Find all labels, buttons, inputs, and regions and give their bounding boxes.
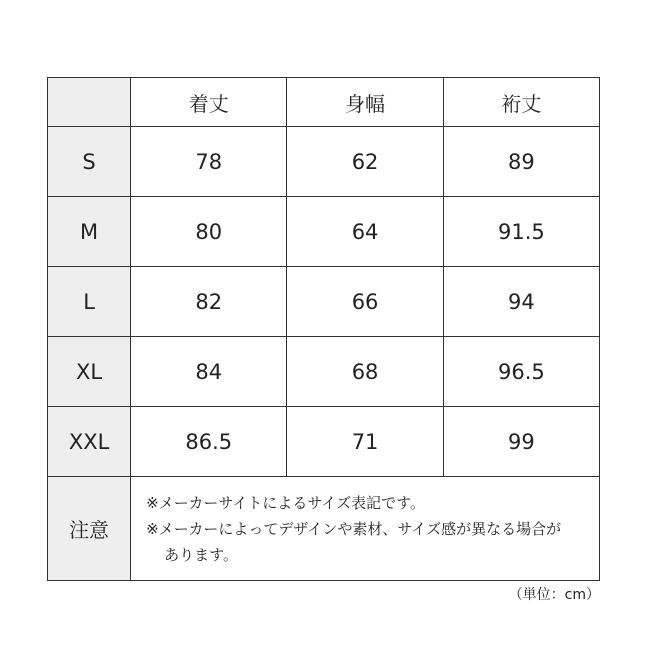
header-row bbox=[48, 78, 600, 127]
sleeve-value: 89 bbox=[443, 127, 599, 197]
header-sleeve: 裄丈 bbox=[443, 78, 599, 127]
note-line-3: あります。 bbox=[164, 545, 238, 564]
width-value: 64 bbox=[287, 197, 443, 267]
table-row-l bbox=[48, 267, 600, 337]
size-label: M bbox=[48, 197, 131, 267]
table-row-m bbox=[48, 197, 600, 267]
size-label: L bbox=[48, 267, 131, 337]
length-value: 84 bbox=[131, 337, 287, 407]
note-line-1: ※メーカーサイトによるサイズ表記です。 bbox=[146, 493, 425, 512]
size-label: S bbox=[48, 127, 131, 197]
length-value: 80 bbox=[131, 197, 287, 267]
sleeve-value: 91.5 bbox=[443, 197, 599, 267]
header-width: 身幅 bbox=[287, 78, 443, 127]
length-value: 78 bbox=[131, 127, 287, 197]
size-chart-table bbox=[47, 77, 600, 581]
length-value: 86.5 bbox=[131, 407, 287, 477]
header-length: 着丈 bbox=[131, 78, 287, 127]
note-text bbox=[131, 477, 600, 581]
table-row-s bbox=[48, 127, 600, 197]
sleeve-value: 94 bbox=[443, 267, 599, 337]
length-value: 82 bbox=[131, 267, 287, 337]
size-label: XXL bbox=[48, 407, 131, 477]
sleeve-value: 99 bbox=[443, 407, 599, 477]
width-value: 68 bbox=[287, 337, 443, 407]
header-corner-cell bbox=[48, 78, 131, 127]
width-value: 66 bbox=[287, 267, 443, 337]
unit-label: （単位：cm） bbox=[508, 587, 600, 603]
note-line-2: ※メーカーによってデザインや素材、サイズ感が異なる場合が bbox=[146, 519, 562, 538]
note-label: 注意 bbox=[48, 477, 131, 581]
note-row bbox=[48, 477, 600, 581]
table-row-xxl bbox=[48, 407, 600, 477]
size-label: XL bbox=[48, 337, 131, 407]
sleeve-value: 96.5 bbox=[443, 337, 599, 407]
width-value: 62 bbox=[287, 127, 443, 197]
width-value: 71 bbox=[287, 407, 443, 477]
table-row-xl bbox=[48, 337, 600, 407]
